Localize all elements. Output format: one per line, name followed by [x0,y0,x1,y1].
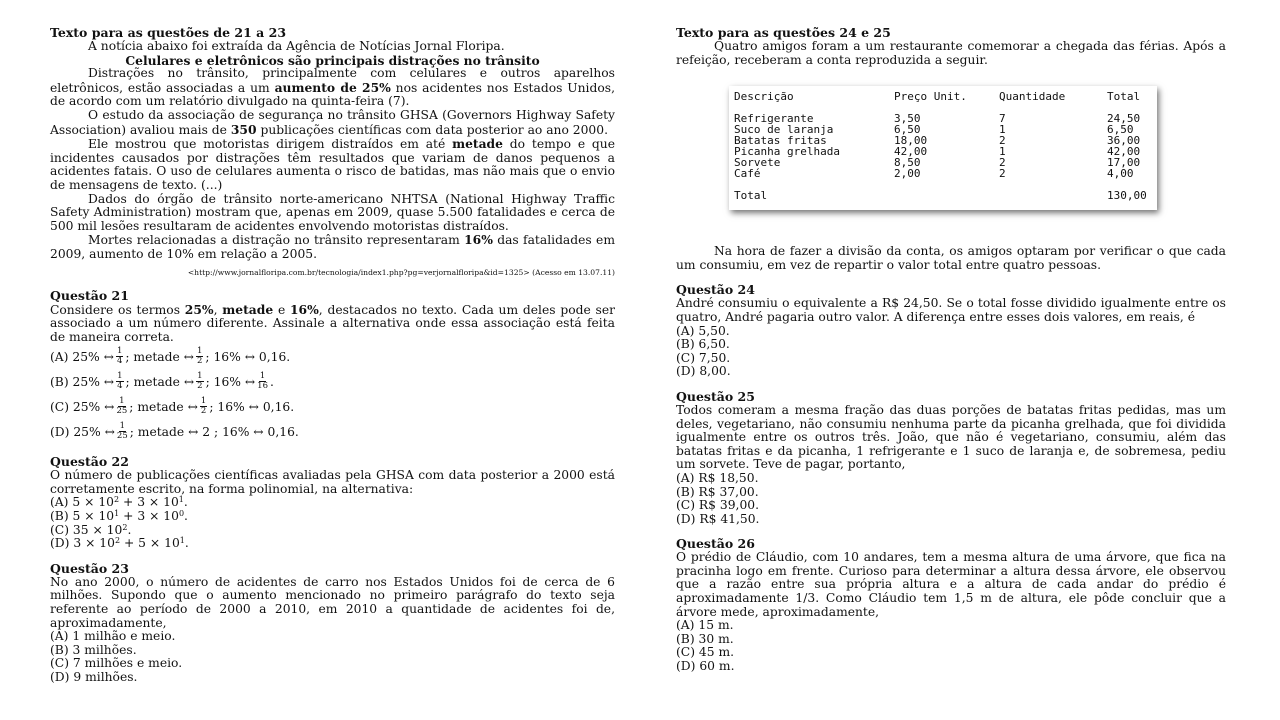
bill-header-description: Descrição [734,90,794,103]
bill-cell: 4,00 [1107,167,1134,180]
text-heading-21-23: Texto para as questões de 21 a 23 [50,25,287,40]
question-23-option-d: (D) 9 milhões. [50,670,138,684]
article-paragraph-4: Dados do órgão de trânsito norte-americano NHTSA (National Highway Traffic Safety Administration) mostram que, apenas em 2009, quase 5.500 fatalidades e cerca de 500 mil lesões resultaram de acidentes envolvendo motoristas distraídos. [50,191,615,233]
article-paragraph-1: Distrações no trânsito, principalmente com celulares e outros aparelhos eletrônicos, estão associadas a um aumento de 25% nos acidentes nos Estados Unidos, de acordo com um relatório divulgado na quinta-feira (7). [50,66,615,109]
bill-total-row [729,190,1157,201]
left-column [50,26,615,685]
question-25-text: Todos comeram a mesma fração das duas porções de batatas fritas pedidas, mas um deles, vegetariano, não consumiu nenhuma parte da picanha grelhada, que foi dividida igualmente entre os outros três. João, que não é vegetariano, consumiu, além das batatas fritas e da picanha, 1 refrigerante e 1 suco de laranja e, de sobremesa, pediu um sorvete. Teve de pagar, portanto, [676,402,1226,472]
bill-cell: 42,00 [894,145,928,158]
bill-cell: 8,50 [894,156,921,169]
question-24-option-b: (B) 6,50. [676,337,730,352]
bill-cell: 3,50 [894,112,921,125]
question-23-text: No ano 2000, o número de acidentes de carro nos Estados Unidos foi de cerca de 6 milhões. Supondo que o aumento mencionado no primeiro parágrafo do texto seja referente ao período de 2000 a 2010, em 2010 a quantidade de acidentes foi de, aproximadamente, [50,574,615,630]
bill-cell: Picanha grelhada [734,145,840,158]
bill-cell: 18,00 [894,134,928,147]
question-23-option-b: (B) 3 milhões. [50,642,137,657]
question-26-option-d: (D) 60 m. [676,659,735,674]
bill-cell: 6,50 [1107,123,1134,136]
restaurant-bill [729,86,1157,210]
bill-total-value: 130,00 [1107,189,1147,202]
question-22-option-d: (D) $3 \times 10^2 + 5 \times 10^1$. [50,536,189,551]
bill-cell: 2 [999,156,1006,169]
article-paragraph-2: O estudo da associação de segurança no trânsito GHSA (Governors Highway Safety Association) avaliou mais de 350 publicações científicas com data posterior ao ano 2000. [50,107,615,137]
bill-row [729,157,1157,168]
question-22-option-a: (A) $5 \times 10^2 + 3 \times 10^1$. [50,495,188,510]
question-25-option-b: (B) R$ 37,00. [676,484,759,499]
question-22-option-c: (C) $35 \times 10^2$. [50,522,132,537]
question-24-text: André consumiu o equivalente a R$ 24,50. Se o total fosse dividido igualmente entre os quatro, André pagaria outro valor. A diferença entre esses dois valores, em reais, é [676,296,1226,324]
bill-cell: Batatas fritas [734,134,827,147]
bill-cell: 2 [999,134,1006,147]
bill-cell: Café [734,167,761,180]
bill-row [729,168,1157,179]
question-24-option-a: (A) 5,50. [676,323,730,338]
question-23-option-a: (A) 1 milhão e meio. [50,629,176,644]
question-22-option-b: (B) $5 \times 10^1 + 3 \times 10^0$. [50,509,188,524]
bill-cell: 6,50 [894,123,921,136]
bill-cell: 2,00 [894,167,921,180]
question-26-option-b: (B) 30 m. [676,631,734,646]
bill-cell: 17,00 [1107,156,1141,169]
question-26-title: Questão 26 [676,536,755,552]
question-25-title: Questão 25 [676,388,755,404]
bill-row [729,146,1157,157]
question-26-option-a: (A) 15 m. [676,618,734,633]
question-22-title: Questão 22 [50,454,129,470]
bill-cell: 36,00 [1107,134,1141,147]
after-bill-paragraph: Na hora de fazer a divisão da conta, os amigos optaram por verificar o que cada um consumiu, em vez de repartir o valor total entre quatro pessoas. [676,244,1226,272]
bill-cell: 24,50 [1107,112,1141,125]
question-21-option-b: (B) 25% ↔ $\frac{1}{4}$ ; metade ↔ $\frac{1}{2}$ ; 16% ↔ $\frac{1}{16}$ . [50,371,274,392]
question-26-option-c: (C) 45 m. [676,645,735,660]
question-21-option-c: (C) 25% ↔ $\frac{1}{25}$ ; metade ↔ $\frac{1}{2}$ ; 16% ↔ 0,16. [50,396,295,417]
question-25-option-a: (A) R$ 18,50. [676,470,759,485]
question-21-option-a: (A) 25% ↔ $\frac{1}{4}$ ; metade ↔ $\frac{1}{2}$ ; 16% ↔ 0,16. [50,346,291,367]
bill-total-label: Total [734,189,768,202]
question-26-text: O prédio de Cláudio, com 10 andares, tem a mesma altura de uma árvore, que fica na pracinha logo em frente. Curioso para determinar a altura dessa árvore, ele observou que a razão entre sua própria altura e a altura de cada andar do prédio é aproximadamente 1/3. Como Cláudio tem 1,5 m de altura, ele pôde concluir que a árvore mede, aproximadamente, [676,550,1226,619]
bill-cell: 1 [999,145,1006,158]
question-24-title: Questão 24 [676,282,755,298]
bill-cell: Refrigerante [734,112,814,125]
bill-cell: Suco de laranja [734,123,834,136]
article-paragraph-3: Ele mostrou que motoristas dirigem distraídos em até metade do tempo e que incidentes causados por distrações têm resultados que variam de danos pequenos a acidentes fatais. O uso de celulares aumenta o risco de batidas, mas não mais que o envio de mensagens de texto. (...) [50,136,615,192]
question-21-title: Questão 21 [50,287,129,303]
restaurant-intro: Quatro amigos foram a um restaurante comemorar a chegada das férias. Após a refeição, receberam a conta reproduzida a seguir. [676,39,1226,67]
intro-paragraph: A notícia abaixo foi extraída da Agência de Notícias Jornal Floripa. [88,39,505,53]
bill-header-total: Total [1107,90,1141,103]
source-citation: <http://www.jornalfloripa.com.br/tecnologia/index1.php?pg=verjornalfloripa&id=1325> (Acesso em 13.07.11) [187,267,615,277]
bill-cell: 2 [999,167,1006,180]
bill-cell: 1 [999,123,1006,136]
question-24-option-d: (D) 8,00. [676,364,731,379]
question-25-option-c: (C) R$ 39,00. [676,498,760,513]
question-22-text: O número de publicações científicas avaliadas pela GHSA com data posterior a 2000 está corretamente escrito, na forma polinomial, na alternativa: [50,468,615,496]
bill-header-quantity: Quantidade [999,90,1066,103]
bill-cell: 7 [999,112,1006,125]
bill-cell: 42,00 [1107,145,1141,158]
bill-header-row [729,91,1157,102]
question-23-option-c: (C) 7 milhões e meio. [50,656,183,671]
question-24-option-c: (C) 7,50. [676,350,731,365]
question-21-option-d: (D) 25% ↔ $\frac{1}{25}$ ; metade ↔ 2 ; 16% ↔ 0,16. [50,421,299,442]
article-paragraph-5: Mortes relacionadas a distração no trânsito representaram 16% das fatalidades em 2009, aumento de 10% em relação a 2005. [50,232,615,261]
article-title: Celulares e eletrônicos são principais distrações no trânsito [125,52,540,68]
question-25-option-d: (D) R$ 41,50. [676,511,760,526]
question-21-text: Considere os termos 25%, metade e 16%, destacados no texto. Cada um deles pode ser associado a um número diferente. Assinale a alternativa onde essa associação está feita de maneira correta. [50,301,615,344]
question-23-title: Questão 23 [50,560,129,576]
text-heading-24-25: Texto para as questões 24 e 25 [676,25,891,40]
bill-cell: Sorvete [734,156,781,169]
bill-header-unit-price: Preço Unit. [894,90,967,103]
